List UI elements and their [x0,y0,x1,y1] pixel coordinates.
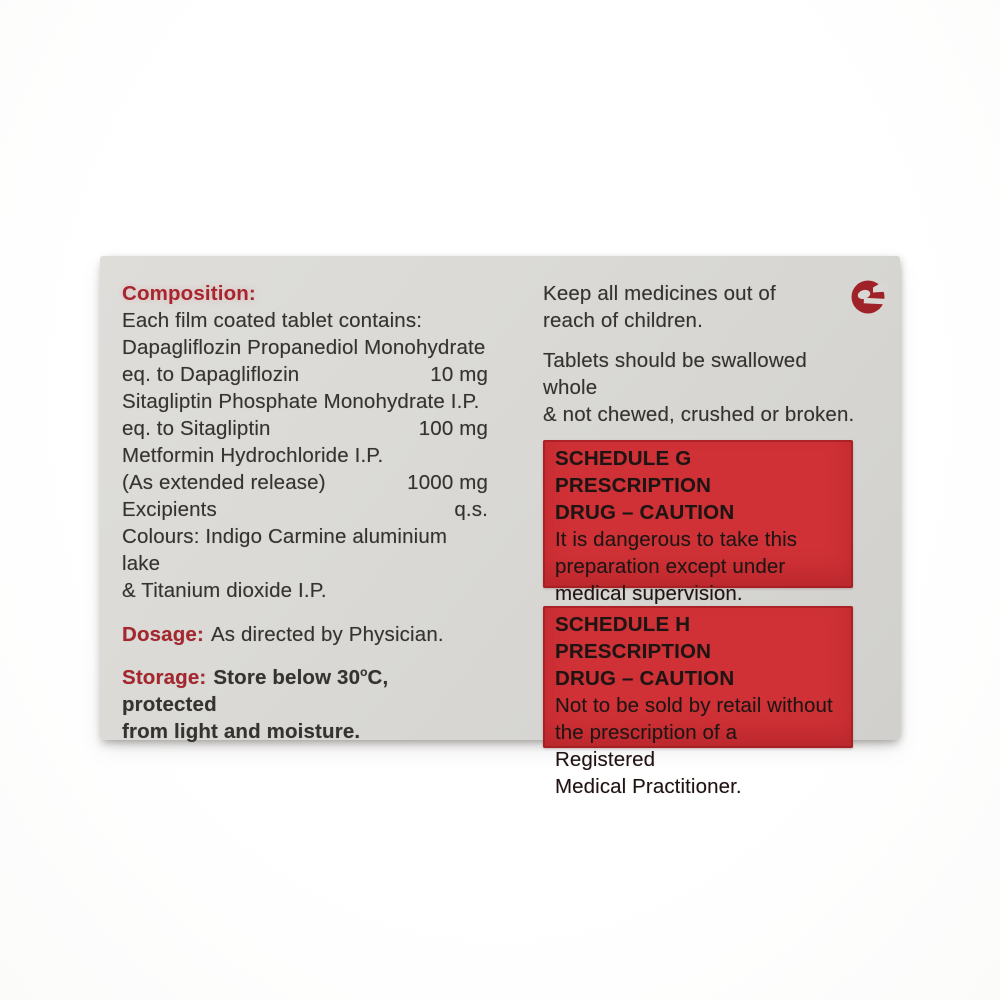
composition-line [122,307,488,334]
composition-line [122,415,488,442]
ingredient-text: (As extended release) [122,471,326,494]
composition-line [122,388,488,415]
ingredient-amount: q.s. [454,498,488,521]
warnings-column [543,280,855,798]
composition-heading: Composition: [122,282,256,305]
dosage-line [122,621,488,648]
schedule-g-title-line1: SCHEDULE G PRESCRIPTION [555,447,712,497]
dosage-label: Dosage: [122,623,204,646]
schedule-g-title [555,445,841,526]
composition-line [122,361,488,388]
swallow-whole-line2: & not chewed, crushed or broken. [543,403,855,426]
ingredient-text: & Titanium dioxide I.P. [122,579,327,602]
schedule-h-body [555,692,841,800]
storage-text-part1: Store below 30 [213,666,361,689]
composition-line [122,577,488,604]
schedule-h-title-line2: DRUG – CAUTION [555,667,735,690]
g-monogram-logo-icon [848,277,888,317]
schedule-h-warning-box [543,606,853,798]
schedule-g-title-line2: DRUG – CAUTION [555,501,735,524]
storage-label: Storage: [122,666,207,689]
storage-line [122,664,488,745]
schedule-h-body-line1: Not to be sold by retail without [555,694,833,717]
degree-symbol: o [360,665,368,680]
keep-away-line2: reach of children. [543,309,703,332]
keep-away-line1: Keep all medicines out of [543,282,776,305]
schedule-h-body-line2: the prescription of a Registered [555,721,738,771]
ingredient-amount: 10 mg [430,363,488,386]
ingredient-text: Dapagliflozin Propanediol Monohydrate [122,336,486,359]
swallow-whole-note [543,347,855,428]
schedule-g-body-line2: preparation except under [555,555,786,578]
ingredient-text: Colours: Indigo Carmine aluminium lake [122,525,448,575]
medicine-box-back-panel [100,256,900,798]
schedule-g-body [555,526,841,607]
schedule-g-body-line1: It is dangerous to take this [555,528,798,551]
ingredient-text: Sitagliptin Phosphate Monohydrate I.P. [122,390,480,413]
ingredient-amount: 1000 mg [407,471,488,494]
ingredient-text: Each film coated tablet contains: [122,309,423,332]
composition-line [122,496,488,523]
dosage-text: As directed by Physician. [210,623,444,646]
ingredient-text: eq. to Sitagliptin [122,417,271,440]
ingredient-amount: 100 mg [418,417,488,440]
schedule-h-title [555,611,841,692]
ingredient-text: Metformin Hydrochloride I.P. [122,444,384,467]
storage-text-part2: C, protected [122,666,389,716]
keep-away-note [543,280,855,334]
composition-column [122,280,488,745]
composition-line [122,523,488,577]
schedule-g-body-line3: medical supervision. [555,582,743,605]
composition-line [122,469,488,496]
composition-line [122,442,488,469]
schedule-g-warning-box [543,440,853,605]
storage-text-line2: from light and moisture. [122,720,361,743]
composition-line [122,334,488,361]
swallow-whole-line1: Tablets should be swallowed whole [543,349,807,399]
schedule-h-body-line3: Medical Practitioner. [555,775,742,798]
ingredient-text: eq. to Dapagliflozin [122,363,300,386]
schedule-h-title-line1: SCHEDULE H PRESCRIPTION [555,613,712,663]
ingredient-text: Excipients [122,498,217,521]
